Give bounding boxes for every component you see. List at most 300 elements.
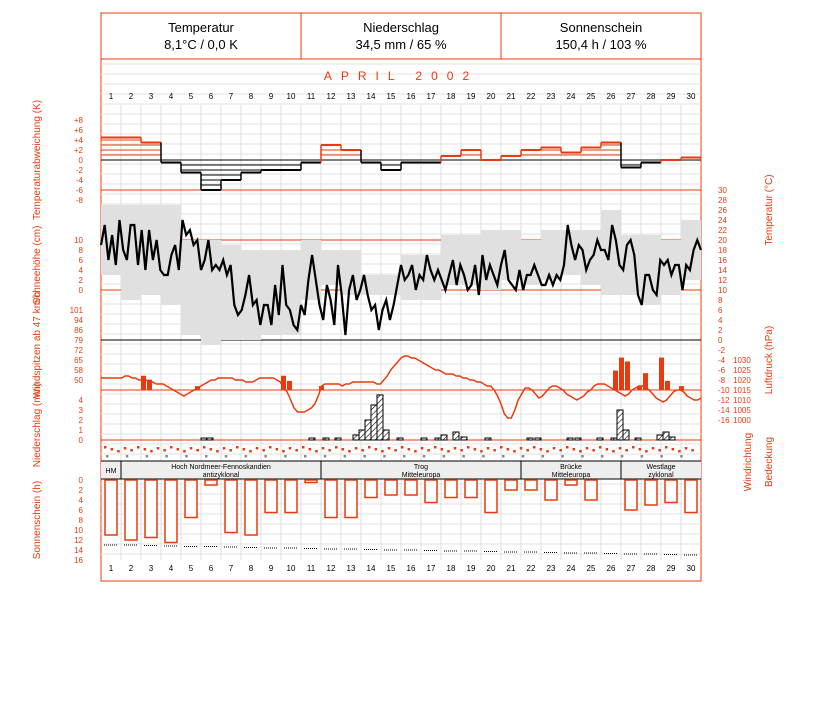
wind-gust-bar [659,358,664,390]
precip-tick: 4 [78,396,83,405]
header-temperature-value: 8,1°C / 0,0 K [164,37,238,52]
wind-direction-mark [553,447,556,450]
sunshine-bar [305,480,317,483]
wind-direction-mark [249,450,252,453]
day-label-top: 20 [486,92,496,101]
wind-gust-bar [287,381,292,390]
precip-bar [421,438,427,440]
temperature-tick: 6 [718,306,723,315]
day-label-top: 3 [148,92,154,101]
cloud-mark [581,455,584,458]
day-label-bottom: 29 [666,564,676,573]
wind-direction-mark [658,449,661,452]
precip-bar [663,432,669,440]
sunshine-bar [545,480,557,500]
wind-direction-mark [480,450,483,453]
cloud-mark [641,455,644,458]
wind-direction-mark [540,448,543,451]
weather-type-label-2: antizyklonal [202,472,240,479]
header-precipitation-value: 34,5 mm / 65 % [355,37,447,52]
day-label-top: 15 [386,92,396,101]
axis-title-temp-dev: Temperaturabweichung (K) [32,99,43,221]
axis-title-pressure: Luftdruck (hPa) [764,325,775,395]
sunshine-bar [365,480,377,498]
precip-bar [461,437,467,440]
wind-direction-mark [203,446,206,449]
wind-direction-mark [685,447,688,450]
day-label-bottom: 19 [466,564,476,573]
cloud-mark [146,455,149,458]
sunshine-bar [465,480,477,498]
wind-direction-mark [612,450,615,453]
sun-tick: 10 [74,526,83,535]
wind-direction-mark [355,447,358,450]
snow-tick: 8 [78,246,83,255]
wind-direction-mark [243,448,246,451]
temp-dev-tick: -8 [75,196,83,205]
precip-bars [201,395,675,440]
temperature-tick: -6 [718,366,726,375]
wind-direction-mark [196,449,199,452]
axis-title-temperature: Temperatur (°C) [764,174,775,246]
temperature-tick: -14 [718,406,730,415]
sunshine-bar [145,480,157,538]
wind-direction-mark [573,448,576,451]
day-label-bottom: 12 [326,564,336,573]
wind-direction-mark [665,446,668,449]
wind-direction-mark [262,449,265,452]
wind-direction-mark [460,449,463,452]
weather-type-label: Hoch Nordmeer-Fennoskandien [171,464,271,471]
wind-direction-mark [170,446,173,449]
day-label-bottom: 7 [228,564,234,573]
sunshine-bar [185,480,197,518]
temp-dev-tick: -4 [75,176,83,185]
pressure-tick: 1020 [733,376,751,385]
day-label-top: 21 [506,92,516,101]
cloud-mark [561,455,564,458]
day-label-bottom: 11 [306,564,316,573]
temp-dev-tick: +4 [73,136,83,145]
wind-direction-mark [559,449,562,452]
header-sunshine-value: 150,4 h / 103 % [555,37,647,52]
wind-direction-mark [229,449,232,452]
wind-direction-mark [335,446,338,449]
wind-direction-mark [111,448,114,451]
day-label-top: 7 [228,92,234,101]
precip-bar [453,432,459,440]
wind-direction-mark [434,446,437,449]
sun-tick: 8 [78,516,83,525]
wind-direction-mark [236,446,239,449]
wind-direction-mark [256,447,258,450]
day-label-bottom: 20 [486,564,496,573]
sunshine-bar [485,480,497,513]
day-label-top: 14 [366,92,376,101]
day-label-top: 22 [526,92,536,101]
sunshine-bar [585,480,597,500]
temp-dev-tick: -6 [75,186,83,195]
day-label-bottom: 24 [566,564,576,573]
pressure-tick: 1030 [733,356,751,365]
wind-direction-mark [223,447,226,450]
day-label-bottom: 15 [386,564,396,573]
sunshine-bar [245,480,257,535]
wind-direction-mark [289,447,292,450]
day-label-top: 16 [406,92,416,101]
axis-title-sun: Sonnenschein (h) [32,480,43,560]
sunshine-bar [505,480,517,490]
cloud-mark [680,455,683,458]
cloud-mark [482,455,485,458]
cloud-mark [126,455,129,458]
wind-direction-mark [625,449,628,452]
precip-bar [435,438,441,440]
wind-direction-mark [507,448,510,451]
wind-direction-mark [520,447,523,450]
temperature-tick: 14 [718,266,727,275]
temperature-tick: 16 [718,256,727,265]
cloud-mark [423,455,426,458]
temp-dev-tick: +2 [73,146,83,155]
header-temperature-title: Temperatur [168,20,234,35]
wind-direction-mark [157,447,160,450]
weather-type-label-2: zyklonal [648,472,674,479]
snow-tick: 10 [74,236,83,245]
wind-direction-mark [342,448,345,451]
sunshine-bar [665,480,677,503]
cloud-mark [522,455,525,458]
day-label-bottom: 13 [346,564,356,573]
precip-bar [353,435,359,440]
wind-direction-mark [447,450,450,453]
sunshine-bar [345,480,357,518]
wind-direction-mark [526,449,529,452]
wind-direction-mark [368,446,371,449]
temperature-tick: 12 [718,276,727,285]
pressure-tick: 1025 [733,366,751,375]
wind-direction-mark [493,449,496,452]
cloud-mark [660,455,663,458]
day-label-top: 18 [446,92,456,101]
weather-type-label-2: Mitteleuropa [551,472,591,479]
wind-tick: 86 [74,326,83,335]
pressure-tick: 1005 [733,406,751,415]
day-label-top: 17 [426,92,436,101]
wind-direction-mark [150,450,153,453]
month-label: APRIL 2002 [323,69,479,83]
wind-direction-mark [467,446,470,449]
day-label-bottom: 10 [286,564,296,573]
day-label-bottom: 14 [366,564,376,573]
header-sunshine-title: Sonnenschein [559,20,643,35]
day-label-top: 12 [326,92,336,101]
sun-tick: 16 [74,556,83,565]
sun-tick: 14 [74,546,83,555]
wind-direction-row [104,446,694,458]
wind-direction-mark [183,450,186,453]
wind-direction-mark [137,446,140,449]
temperature-tick: -16 [718,416,730,425]
temperature-tick: -10 [718,386,730,395]
axis-title-cloud: Bedeckung [764,436,775,488]
day-label-bottom: 23 [546,564,556,573]
cloud-mark [264,455,267,458]
precip-bar [575,438,581,440]
day-label-top: 24 [566,92,576,101]
wind-direction-mark [599,446,602,449]
cloud-mark [383,455,386,458]
precip-bar [527,438,533,440]
wind-direction-mark [177,448,180,451]
wind-direction-mark [579,450,582,453]
snow-tick: 0 [78,286,83,295]
snow-tick: 6 [78,256,83,265]
wind-direction-mark [269,446,272,449]
temperature-tick: 30 [718,186,727,195]
wind-direction-mark [328,449,331,452]
weather-type-label: HM [105,468,117,475]
sunshine-bar [645,480,657,505]
wind-direction-mark [487,447,490,450]
day-label-bottom: 16 [406,564,416,573]
wind-direction-mark [302,446,305,449]
pressure-tick: 1000 [733,416,751,425]
day-label-bottom: 4 [168,564,174,573]
temperature-tick: 22 [718,226,727,235]
sunshine-bar [125,480,137,540]
wind-direction-mark [309,448,312,451]
precip-bar [377,395,383,440]
wind-direction-mark [691,449,694,452]
cloud-mark [502,455,505,458]
cloud-mark [621,455,624,458]
day-label-bottom: 21 [506,564,516,573]
day-label-bottom: 26 [606,564,616,573]
wind-tick: 65 [74,356,83,365]
wind-direction-mark [163,449,166,452]
wind-tick: 50 [74,376,83,385]
day-label-bottom: 9 [268,564,274,573]
day-label-top: 5 [188,92,194,101]
wind-direction-mark [295,449,298,452]
wind-gust-bar [619,358,624,390]
day-label-top: 26 [606,92,616,101]
sunshine-bar [525,480,537,490]
cloud-mark [443,455,446,458]
day-label-bottom: 28 [646,564,656,573]
wind-direction-mark [408,448,411,451]
wind-direction-mark [130,449,133,452]
temperature-tick: -4 [718,356,726,365]
temperature-tick: -8 [718,376,726,385]
precip-tick: 3 [78,406,83,415]
cloud-mark [185,455,188,458]
day-label-top: 23 [546,92,556,101]
wind-direction-mark [414,450,417,453]
wind-direction-mark [513,450,516,453]
precip-bar [323,438,329,440]
axis-title-wind: Windspitzen ab 47 km/h [32,291,43,399]
precip-bar [397,438,403,440]
sunshine-bar [565,480,577,485]
day-label-bottom: 30 [686,564,696,573]
day-label-top: 9 [268,92,274,101]
sunshine-bar [165,480,177,543]
weather-type-label-2: Mitteleuropa [401,472,441,479]
wind-direction-mark [454,447,457,450]
day-label-top: 25 [586,92,596,101]
wind-tick: 94 [74,316,83,325]
wind-direction-mark [421,447,424,450]
day-label-top: 28 [646,92,656,101]
pressure-tick: 1015 [733,386,751,395]
precip-bar [371,405,377,440]
temperature-tick: 26 [718,206,727,215]
precip-bar [635,438,641,440]
temperature-tick: 10 [718,286,727,295]
day-label-bottom: 3 [148,564,154,573]
day-label-top: 2 [128,92,134,101]
precip-bar [365,420,371,440]
wind-direction-mark [533,446,536,449]
temp-dev-tick: +6 [73,126,83,135]
cloud-mark [225,455,228,458]
wind-direction-mark [361,449,364,452]
precip-bar [441,435,447,440]
wind-direction-mark [124,447,127,450]
sunshine-bar [205,480,217,485]
sunshine-bar [445,480,457,498]
sun-tick: 0 [78,476,83,485]
wind-direction-mark [566,446,569,449]
axis-title-wind-direction: Windrichtung [743,432,754,492]
day-label-bottom: 6 [208,564,214,573]
wind-tick: 101 [69,306,83,315]
day-label-top: 13 [346,92,356,101]
day-label-top: 29 [666,92,676,101]
wind-gust-bar [613,371,618,390]
sunshine-bar [285,480,297,513]
precip-bar [359,430,365,440]
wind-direction-mark [441,448,444,451]
wind-direction-mark [381,450,384,453]
day-label-bottom: 25 [586,564,596,573]
cloud-mark [601,455,604,458]
day-label-top: 27 [626,92,636,101]
wind-direction-mark [190,447,193,450]
snow-tick: 4 [78,266,83,275]
temperature-tick: 4 [718,316,723,325]
sunshine-bar [225,480,237,533]
wind-direction-mark [104,446,107,449]
wind-direction-mark [606,448,609,451]
precip-bar [623,430,629,440]
temperature-tick: 18 [718,246,727,255]
wind-direction-mark [592,449,595,452]
temperature-tick: 2 [718,326,723,335]
day-label-bottom: 5 [188,564,194,573]
weather-type-label: Trog [413,464,429,471]
wind-direction-mark [375,448,378,451]
cloud-mark [403,455,406,458]
wind-direction-mark [315,450,318,453]
sunshine-bar [265,480,277,513]
weather-type-label: Westlage [646,464,676,471]
precip-bar [335,438,341,440]
wind-direction-mark [678,450,681,453]
day-label-top: 4 [168,92,174,101]
wind-direction-mark [401,446,404,449]
day-label-bottom: 2 [128,564,134,573]
sunshine-bar [405,480,417,495]
wind-direction-mark [394,449,397,452]
precip-bar [485,438,491,440]
temperature-tick: 24 [718,216,727,225]
sunshine-bar [105,480,117,535]
sun-tick: 4 [78,496,83,505]
day-label-top: 1 [108,92,114,101]
temperature-tick: 8 [718,296,723,305]
wind-tick: 79 [74,336,83,345]
temperature-tick: 0 [718,336,723,345]
precip-bar [309,438,315,440]
wind-direction-mark [210,448,213,451]
snow-tick: 2 [78,276,83,285]
sunshine-bar [325,480,337,518]
day-label-bottom: 18 [446,564,456,573]
cloud-mark [106,455,109,458]
precip-tick: 1 [78,426,83,435]
axis-title-precip: Niederschlag (mm) [32,382,43,468]
wind-direction-mark [500,446,503,449]
precip-bar [657,435,663,440]
temperature-tick: -12 [718,396,730,405]
cloud-mark [205,455,208,458]
wind-direction-mark [546,450,549,453]
temp-dev-tick: -2 [75,166,83,175]
wind-direction-mark [276,448,279,451]
wind-gust-bar [665,381,670,390]
sunshine-bar [625,480,637,510]
wind-direction-mark [282,450,285,453]
cloud-mark [363,455,366,458]
precip-bar [383,430,389,440]
wind-direction-mark [427,449,430,452]
axis-title-snow: Schneehöhe (cm) [32,225,43,305]
wind-direction-mark [348,450,351,453]
temp-dev-tick: 0 [78,156,83,165]
cloud-mark [165,455,168,458]
day-label-top: 30 [686,92,696,101]
temperature-tick: 20 [718,236,727,245]
sun-tick: 6 [78,506,83,515]
wind-tick: 72 [74,346,83,355]
wind-direction-mark [144,448,147,451]
day-label-top: 8 [248,92,254,101]
wind-direction-mark [632,446,635,449]
cloud-mark [304,455,307,458]
wind-direction-mark [645,450,648,453]
day-label-top: 10 [286,92,296,101]
weather-type-label: Brücke [560,464,582,471]
sunshine-bar [685,480,697,513]
precip-tick: 0 [78,436,83,445]
day-label-top: 19 [466,92,476,101]
wind-direction-mark [322,447,325,450]
day-label-bottom: 8 [248,564,254,573]
day-label-top: 6 [208,92,214,101]
